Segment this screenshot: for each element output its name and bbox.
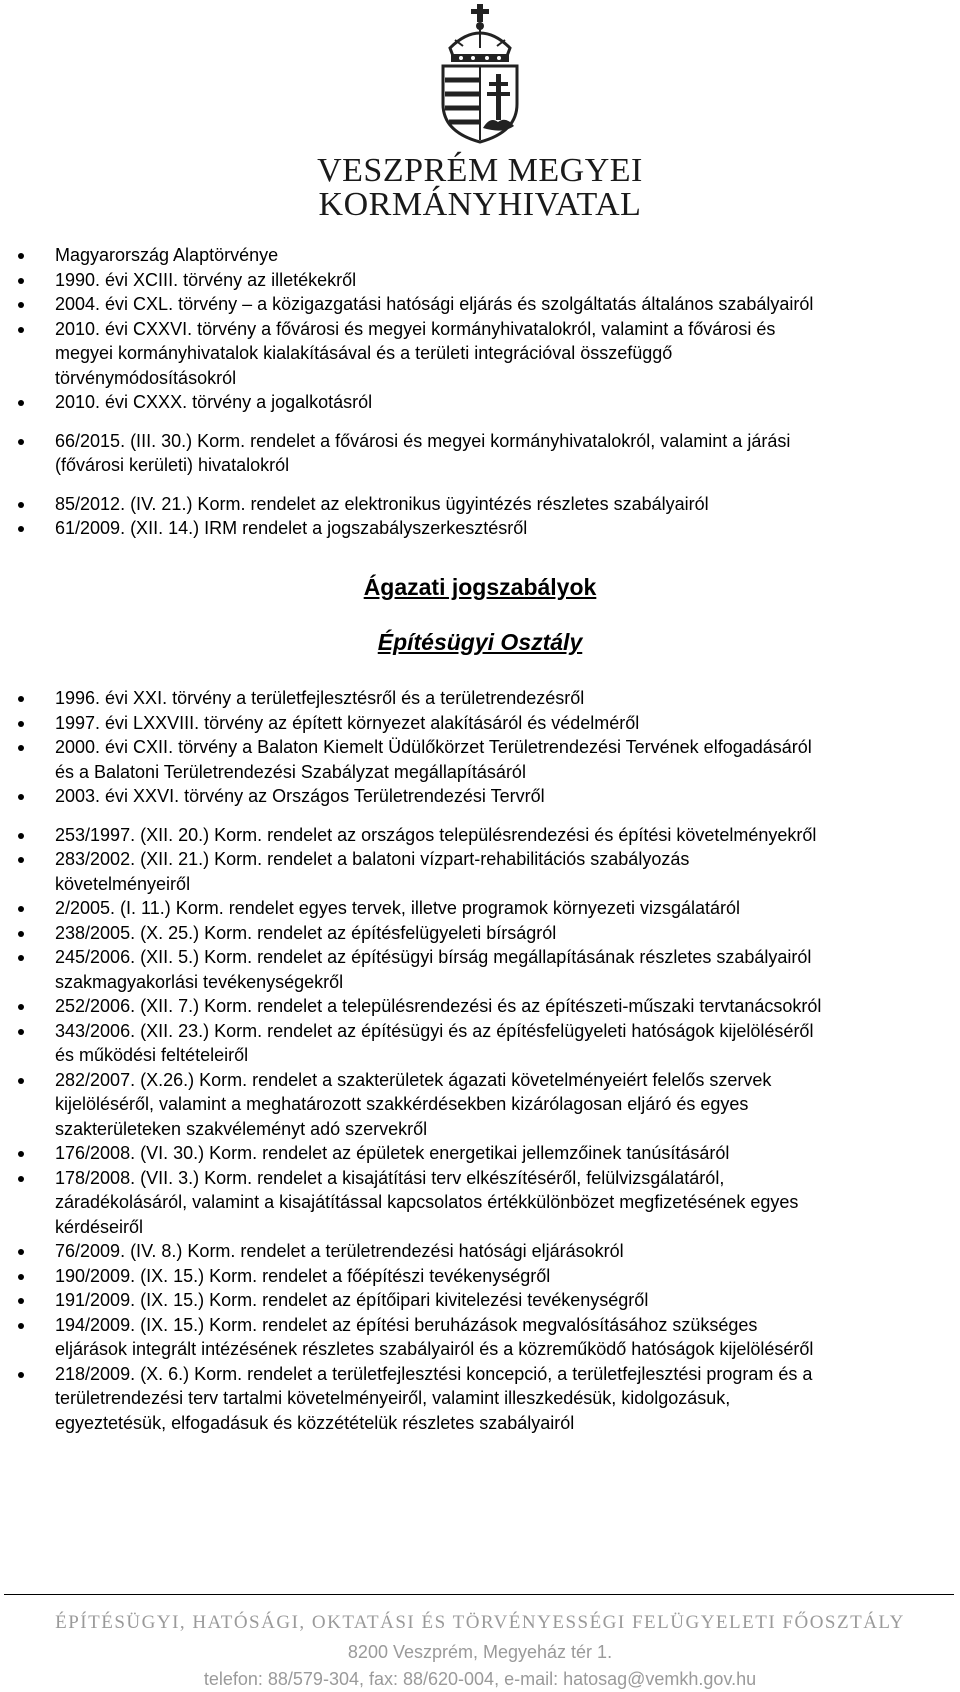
bullet-icon [18, 906, 24, 912]
list-item [0, 784, 960, 809]
list-item-text: törvénymódosításokról [55, 367, 237, 388]
bullet-icon [18, 302, 24, 308]
bullet-icon [18, 857, 24, 863]
list-item-text: 252/2006. (XII. 7.) Korm. rendelet a településrendezési és az építészeti-műszaki tervtanácsokról [55, 996, 822, 1016]
bullet-icon [18, 696, 24, 702]
bullet-icon [18, 253, 24, 259]
list-item-text: 238/2005. (X. 25.) Korm. rendelet az építésfelügyeleti bírságról [55, 922, 557, 943]
bullet-icon [18, 833, 24, 839]
list-item-text: szakmagyakorlási tevékenységekről [55, 971, 344, 992]
list-item-text: 66/2015. (III. 30.) Korm. rendelet a fővárosi és megyei kormányhivatalokról, valamint a járási [55, 430, 791, 451]
list-item-text: 190/2009. (IX. 15.) Korm. rendelet a főépítészi tevékenységről [55, 1265, 551, 1286]
list-item [0, 1166, 960, 1240]
list-item-text: és működési feltételeiről [55, 1045, 249, 1065]
bullet-icon [18, 1323, 24, 1329]
list-item-text: kijelöléséről, valamint a meghatározott szakkérdésekben kizárólagosan eljáró és egyes [55, 1094, 749, 1114]
list-item [0, 1288, 960, 1313]
list-item-text: 76/2009. (IV. 8.) Korm. rendelet a területrendezési hatósági eljárásokról [55, 1241, 624, 1261]
list-item [0, 945, 960, 994]
list-item-text: 85/2012. (IV. 21.) Korm. rendelet az elektronikus ügyintézés részletes szabályairól [55, 493, 709, 514]
list-item-text: 2003. évi XXVI. törvény az Országos Területrendezési Tervről [55, 786, 545, 806]
bullet-icon [18, 327, 24, 333]
list-item-text: 191/2009. (IX. 15.) Korm. rendelet az építőipari kivitelezési tevékenységről [55, 1290, 649, 1310]
bullet-icon [18, 1298, 24, 1304]
footer-address: 8200 Veszprém, Megyeház tér 1. [347, 1642, 613, 1662]
bullet-icon [18, 745, 24, 751]
list-item-text: egyeztetésük, elfogadásuk és közzétételük részletes szabályairól [55, 1412, 575, 1433]
list-item-text: záradékolásáról, valamint a kisajátítással kapcsolatos értékkülönbözet megfizetésének egyes [55, 1192, 799, 1212]
list-item-text: szakterületeken szakvéleményt adó szervekről [55, 1118, 428, 1139]
list-item-text: 194/2009. (IX. 15.) Korm. rendelet az építési beruházások megvalósításához szükséges [55, 1314, 758, 1335]
bullet-icon [18, 439, 24, 445]
section-title: Ágazati jogszabályok [363, 574, 597, 600]
list-item [0, 686, 960, 711]
list-item [0, 243, 960, 268]
footer-department: ÉPÍTÉSÜGYI, HATÓSÁGI, OKTATÁSI ÉS TÖRVÉNYESSÉGI FELÜGYELETI FŐOSZTÁLY [55, 1612, 905, 1633]
list-item-text: 343/2006. (XII. 23.) Korm. rendelet az építésügyi és az építésfelügyeleti hatóságok kijelöléséről [55, 1020, 814, 1041]
list-item [0, 429, 960, 478]
general-laws-list [0, 243, 960, 541]
list-item-text: 218/2009. (X. 6.) Korm. rendelet a területfejlesztési koncepció, a területfejlesztési program és a [55, 1363, 813, 1384]
letterhead [0, 0, 960, 230]
list-item-text: 1996. évi XXI. törvény a területfejlesztésről és a területrendezésről [55, 688, 585, 708]
list-item [0, 492, 960, 517]
bullet-icon [18, 1078, 24, 1084]
bullet-icon [18, 502, 24, 508]
list-item [0, 268, 960, 293]
list-item-text: 2010. évi CXXVI. törvény a fővárosi és megyei kormányhivatalokról, valamint a fővárosi és [55, 318, 776, 339]
list-item [0, 994, 960, 1019]
footer-divider [4, 1594, 954, 1595]
bullet-icon [18, 721, 24, 727]
list-item-text: kérdéseiről [55, 1216, 144, 1237]
list-item [0, 1019, 960, 1068]
list-item [0, 1239, 960, 1264]
sector-laws-list [0, 686, 960, 1435]
list-item-text: 2/2005. (I. 11.) Korm. rendelet egyes tervek, illetve programok környezeti vizsgálatáról [55, 898, 740, 918]
list-item-text: eljárások integrált intézésének részletes szabályairól és a közreműködő hatóságok kijelöléséről [55, 1339, 814, 1359]
bullet-icon [18, 1151, 24, 1157]
bullet-icon [18, 1004, 24, 1010]
list-item-text: Magyarország Alaptörvénye [55, 245, 279, 265]
footer-contact: telefon: 88/579-304, fax: 88/620-004, e-mail: hatosag@vemkh.gov.hu [203, 1669, 757, 1689]
list-item-text: 2000. évi CXII. törvény a Balaton Kiemelt Üdülőkörzet Területrendezési Tervének elfogadásáról [55, 737, 812, 757]
list-item [0, 823, 960, 848]
bullet-icon [18, 955, 24, 961]
list-item [0, 1141, 960, 1166]
list-item [0, 1313, 960, 1362]
coat-of-arms-icon [433, 4, 527, 144]
list-item [0, 711, 960, 736]
list-item-text: 61/2009. (XII. 14.) IRM rendelet a jogszabályszerkesztésről [55, 518, 528, 538]
bullet-icon [18, 1249, 24, 1255]
bullet-icon [18, 526, 24, 532]
bullet-icon [18, 794, 24, 800]
list-item [0, 317, 960, 391]
bullet-icon [18, 1029, 24, 1035]
list-item-text: 282/2007. (X.26.) Korm. rendelet a szakterületek ágazati követelményeiért felelős szervek [55, 1069, 772, 1090]
subsection-title: Építésügyi Osztály [377, 629, 583, 655]
list-item-text: 253/1997. (XII. 20.) Korm. rendelet az országos településrendezési és építési követelményekről [55, 824, 817, 845]
list-item-text: területrendezési terv tartalmi követelményeiről, valamint illeszkedésük, kidolgozásuk, [55, 1388, 731, 1408]
list-item-text: 1990. évi XCIII. törvény az illetékekről [55, 269, 357, 290]
list-item-text: 1997. évi LXXVIII. törvény az épített környezet alakításáról és védelméről [55, 712, 640, 733]
list-item-text: 283/2002. (XII. 21.) Korm. rendelet a balatoni vízpart-rehabilitációs szabályozás [55, 849, 690, 869]
list-item [0, 292, 960, 317]
list-item-text: 176/2008. (VI. 30.) Korm. rendelet az épületek energetikai jellemzőinek tanúsításáról [55, 1143, 730, 1163]
list-item-text: 178/2008. (VII. 3.) Korm. rendelet a kisajátítási terv elkészítéséről, felülvizsgálatáról, [55, 1167, 725, 1188]
list-item-text: követelményeiről [55, 873, 191, 894]
list-item-text: megyei kormányhivatalok kialakításával és a területi integrációval összefüggő [55, 343, 673, 363]
list-item-text: 2010. évi CXXX. törvény a jogalkotásról [55, 392, 373, 412]
bullet-icon [18, 1274, 24, 1280]
list-item [0, 735, 960, 784]
list-item [0, 847, 960, 896]
list-item-text: 2004. évi CXL. törvény – a közigazgatási hatósági eljárás és szolgáltatás általános szabályairól [55, 294, 814, 314]
list-item-text: (fővárosi kerületi) hivatalokról [55, 455, 290, 475]
list-item [0, 896, 960, 921]
bullet-icon [18, 400, 24, 406]
list-item [0, 1068, 960, 1142]
list-item [0, 516, 960, 541]
list-item [0, 921, 960, 946]
org-name-line1: VESZPRÉM MEGYEI [317, 152, 643, 189]
bullet-icon [18, 278, 24, 284]
bullet-icon [18, 1372, 24, 1378]
bullet-icon [18, 931, 24, 937]
org-name-line2: KORMÁNYHIVATAL [318, 186, 642, 223]
list-item [0, 1264, 960, 1289]
list-item-text: és a Balatoni Területrendezési Szabályzat megállapításáról [55, 761, 526, 782]
bullet-icon [18, 1176, 24, 1182]
list-item-text: 245/2006. (XII. 5.) Korm. rendelet az építésügyi bírság megállapításának részletes szabályairól [55, 947, 812, 967]
list-item [0, 390, 960, 415]
list-item [0, 1362, 960, 1436]
